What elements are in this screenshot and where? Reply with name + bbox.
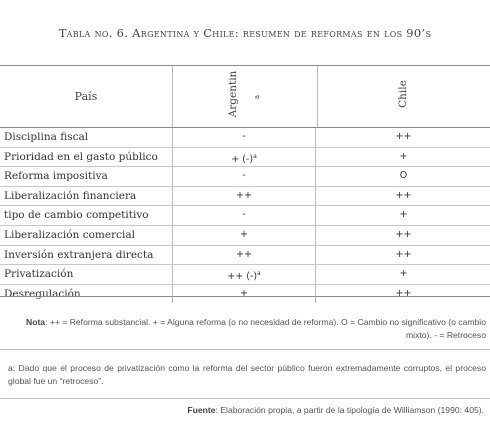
argentina-cell: ++ $(-)^a$ xyxy=(172,265,316,284)
row-label: Desregulación xyxy=(4,287,81,300)
row-label: Reforma impositiva xyxy=(4,170,108,183)
chile-cell: + xyxy=(399,209,408,221)
row-label: Inversión extranjera directa xyxy=(4,248,154,261)
footnote-a: a: Dado que el proceso de privatización como la reforma del sector público fueron extremadamente corruptos, el proceso global fue un “retroceso”. xyxy=(8,363,486,386)
chile-cell: ++ xyxy=(395,287,412,299)
argentina-cell: - xyxy=(172,167,316,186)
argentina-cell: + xyxy=(172,285,316,304)
chile-cell: + xyxy=(399,268,408,280)
nota-text: : ++ = Reforma substancial. + = Alguna reforma (o no necesidad de reforma). O = Cambio no significativo (o cambio mixto). - = Retroceso xyxy=(45,317,486,340)
header-pais: País xyxy=(74,90,98,103)
table-row xyxy=(0,265,490,285)
table-row xyxy=(0,246,490,266)
header-chile-label: Chile xyxy=(397,80,409,108)
chile-cell: O xyxy=(399,170,408,182)
row-label: Prioridad en el gasto público xyxy=(4,150,158,163)
row-label: Privatización xyxy=(4,268,74,281)
header-chile xyxy=(317,66,490,127)
legend-note xyxy=(8,316,486,341)
table-row xyxy=(0,285,490,304)
nota-label: Nota xyxy=(25,317,46,327)
fuente-text: : Elaboración propia, a partir de la tipología de Williamson (1990: 405). xyxy=(215,405,484,415)
table-row xyxy=(0,167,490,187)
divider xyxy=(0,349,490,350)
row-label: Disciplina fiscal xyxy=(4,131,89,143)
argentina-cell: ++ xyxy=(172,246,316,265)
footnote-marker: a xyxy=(253,152,257,160)
row-label: Liberalización financiera xyxy=(4,189,137,202)
chile-cell: ++ xyxy=(395,131,412,142)
table-bottom-rule xyxy=(0,296,490,297)
argentina-cell: - xyxy=(172,128,316,147)
row-label: tipo de cambio competitivo xyxy=(4,209,149,222)
header-argentina-label: Argentin xyxy=(227,70,239,118)
chile-cell: ++ xyxy=(395,228,412,240)
table-row xyxy=(0,206,490,226)
argentina-cell: ++ xyxy=(172,187,316,206)
argentina-cell: + $(-)^a$ xyxy=(172,148,316,167)
table-body xyxy=(0,128,490,303)
header-argentina-suffix: a xyxy=(253,94,262,100)
source-note xyxy=(187,405,484,415)
argentina-cell: - xyxy=(172,206,316,225)
table-title: Tabla no. 6. Argentina y Chile: resumen de reformas en los 90’s xyxy=(0,0,490,66)
chile-cell: + xyxy=(399,150,408,162)
table-row xyxy=(0,187,490,207)
table-row xyxy=(0,148,490,168)
fuente-label: Fuente xyxy=(187,405,216,415)
chile-cell: ++ xyxy=(395,189,412,201)
row-label: Liberalización comercial xyxy=(4,228,135,241)
chile-cell: ++ xyxy=(395,248,412,260)
divider xyxy=(0,398,490,399)
table-header xyxy=(0,66,490,128)
table-row xyxy=(0,128,490,148)
header-argentina xyxy=(172,66,318,127)
argentina-cell: + xyxy=(172,226,316,245)
table-row xyxy=(0,226,490,246)
footnote-marker: a xyxy=(257,270,261,278)
